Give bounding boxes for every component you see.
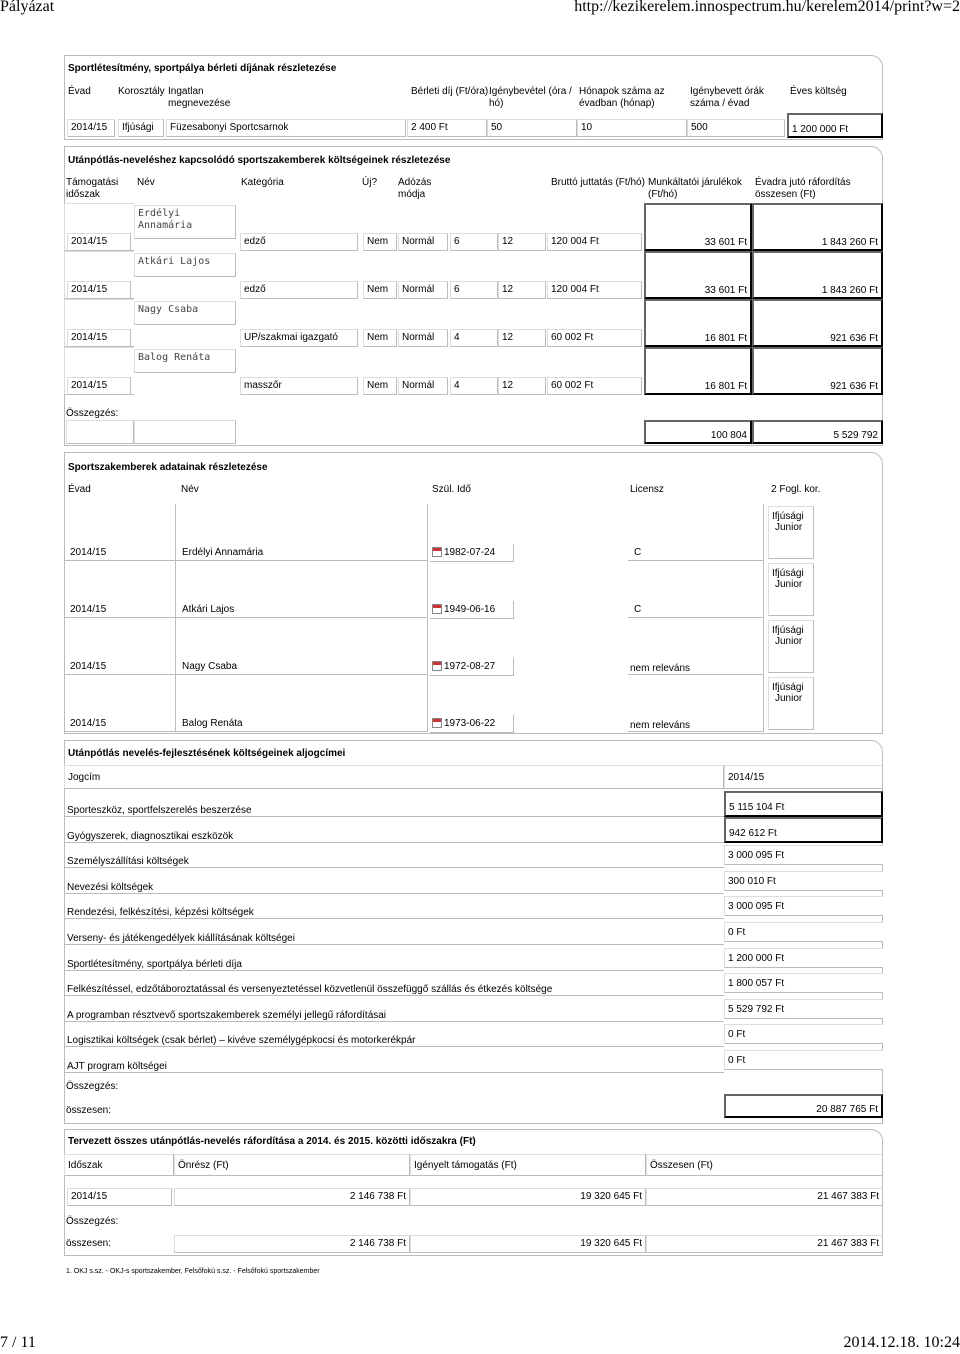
print-header-url: http://kezikerelem.innospectrum.hu/kerelem2014/print?w=2 <box>574 0 960 15</box>
staff-kategoria: edző <box>240 281 358 299</box>
detail-fogl-2: Junior <box>775 636 803 647</box>
staff-osszes: 921 636 Ft <box>752 299 883 347</box>
rental-korosztaly: Ifjúsági <box>118 119 164 137</box>
staff-adozas: Normál <box>398 233 448 251</box>
calendar-icon[interactable] <box>432 661 442 671</box>
detail-szul-field[interactable] <box>430 544 514 562</box>
subtitle-label: Sportlétesítmény, sportpálya bérleti díja <box>67 958 242 970</box>
col-eves-koltseg: Éves költség <box>790 86 847 97</box>
subtitle-value: 0 Ft <box>724 922 883 942</box>
staff-b: 12 <box>498 233 546 251</box>
col-kategoria: Kategória <box>241 177 284 188</box>
subtitle-label: Személyszállítási költségek <box>67 856 189 868</box>
section-planned-title: Tervezett összes utánpótlás-nevelés ráfordítása a 2014. és 2015. közötti időszakra (Ft) <box>68 1136 476 1147</box>
col-nev: Név <box>137 177 155 188</box>
staff-uj: Nem <box>363 377 397 395</box>
planned-total-igenyelt: 19 320 645 Ft <box>410 1235 646 1253</box>
staff-brutto: 120 004 Ft <box>547 281 642 299</box>
subtitle-value: 3 000 095 Ft <box>724 845 883 865</box>
subtitle-label: Sporteszköz, sportfelszerelés beszerzése <box>67 805 252 816</box>
staff-uj: Nem <box>363 281 397 299</box>
col-uj: Új? <box>362 177 378 188</box>
detail-szul-field[interactable] <box>430 715 514 733</box>
detail-fogl-1: Ifjúsági <box>768 677 814 730</box>
detail-licensz-frame <box>628 504 764 561</box>
col-igenybevetel: Igénybevétel (óra / hó) <box>489 86 572 109</box>
rental-evad: 2014/15 <box>67 119 115 137</box>
detail-nev: Nagy Csaba <box>182 661 238 672</box>
subtitle-value: 942 612 Ft <box>724 817 883 843</box>
staff-brutto: 60 002 Ft <box>547 377 642 395</box>
col-osszes: Évadra jutó ráfordítás összesen (Ft) <box>755 177 851 200</box>
col-korosztaly: Korosztály <box>118 86 165 97</box>
staff-name: Nagy Csaba <box>134 301 236 325</box>
staff-uj: Nem <box>363 329 397 347</box>
footnote: 1. OKJ s.sz. - OKJ-s sportszakember, Felsőfokú s.sz. - Felsőfokú sportszakember <box>66 1268 320 1275</box>
staff-jarulek: 16 801 Ft <box>644 299 752 347</box>
staff-adozas: Normál <box>398 281 448 299</box>
col-honapok: Hónapok száma az évadban (hónap) <box>579 86 665 109</box>
detail-fogl-1: Ifjúsági <box>768 506 814 559</box>
rental-igeny: 50 <box>487 119 577 137</box>
col-s3-szul: Szül. Idő <box>432 484 471 495</box>
subtitle-label: Logisztikai költségek (csak bérlet) – kivéve személygépkocsi és motorkerékpár <box>67 1035 416 1047</box>
print-footer-datetime: 2014.12.18. 10:24 <box>843 1334 960 1351</box>
print-footer-page: 7 / 11 <box>0 1334 36 1351</box>
section-rental-title: Sportlétesítmény, sportpálya bérleti díjának részletezése <box>68 63 337 74</box>
staff-idoszak: 2014/15 <box>67 233 131 251</box>
staff-idoszak: 2014/15 <box>67 329 131 347</box>
detail-licensz: C <box>634 547 642 558</box>
detail-licensz: nem releváns <box>630 720 691 731</box>
detail-evad: 2014/15 <box>70 718 107 729</box>
detail-szul: 1973-06-22 <box>444 718 496 729</box>
planned-total-osszesen: 21 467 383 Ft <box>646 1235 883 1253</box>
subtitle-label: Nevezési költségek <box>67 881 154 893</box>
planned-osszesen: 21 467 383 Ft <box>646 1188 883 1206</box>
staff-name: Atkári Lajos <box>134 253 236 277</box>
rental-orak: 500 <box>687 119 785 137</box>
staff-kategoria: edző <box>240 233 358 251</box>
calendar-icon[interactable] <box>432 547 442 557</box>
planned-total-label: összesen: <box>66 1238 112 1249</box>
subtitle-value: 0 Ft <box>724 1024 883 1044</box>
subtitles-sum-label: Összegzés: <box>66 1081 119 1092</box>
detail-evad: 2014/15 <box>70 547 107 558</box>
staff-idoszak: 2014/15 <box>67 377 131 395</box>
staff-a: 6 <box>450 233 498 251</box>
staff-name: Erdélyi Annamária <box>134 205 236 239</box>
col-evad: Évad <box>68 86 91 97</box>
col-s3-licensz: Licensz <box>630 484 664 495</box>
detail-licensz: nem releváns <box>630 663 691 674</box>
subtitle-value: 5 529 792 Ft <box>724 999 883 1019</box>
subtitles-total-label: összesen: <box>66 1105 112 1116</box>
detail-evad: 2014/15 <box>70 661 107 672</box>
detail-evad: 2014/15 <box>70 604 107 615</box>
staff-idoszak: 2014/15 <box>67 281 131 299</box>
staff-a: 4 <box>450 329 498 347</box>
staff-kategoria: masszőr <box>240 377 358 395</box>
subtitles-total-value: 20 887 765 Ft <box>724 1094 883 1118</box>
subtitle-row-frame <box>64 868 724 894</box>
rental-ingatlan: Füzesabonyi Sportcsarnok <box>166 119 406 137</box>
staff-sum-blank-1 <box>66 420 134 444</box>
section-subtitles-title: Utánpótlás nevelés-fejlesztésének költségeinek aljogcímei <box>68 748 346 759</box>
col-berleti-dij: Bérleti díj (Ft/óra) <box>411 86 489 97</box>
detail-szul-field[interactable] <box>430 658 514 676</box>
col-tamogatasi: Támogatási időszak <box>66 177 119 200</box>
col-ingatlan: Ingatlan megnevezése <box>168 86 231 109</box>
col-s5-igenyelt: Igényelt támogatás (Ft) <box>410 1154 646 1176</box>
staff-jarulek: 33 601 Ft <box>644 203 752 251</box>
col-s5-onresz: Önrész (Ft) <box>174 1154 410 1176</box>
col-jogcim: Jogcím <box>64 765 724 789</box>
col-s4-evad: 2014/15 <box>724 765 883 789</box>
staff-name: Balog Renáta <box>134 349 236 373</box>
staff-sum-jarulek: 100 804 <box>644 420 752 444</box>
subtitle-label: Rendezési, felkészítési, képzési költségek <box>67 907 254 919</box>
rental-koltseg: 1 200 000 Ft <box>787 113 883 138</box>
col-adozas: Adózás módja <box>398 177 432 200</box>
staff-osszes: 1 843 260 Ft <box>752 203 883 251</box>
detail-szul-field[interactable] <box>430 601 514 619</box>
staff-sum-label: Összegzés: <box>66 408 119 419</box>
detail-fogl-2: Junior <box>775 522 803 533</box>
staff-kategoria: UP/szakmai igazgató <box>240 329 358 347</box>
col-s3-evad: Évad <box>68 484 91 495</box>
detail-fogl-2: Junior <box>775 579 803 590</box>
subtitle-label: Felkészítéssel, edzőtáboroztatással és versenyeztetéssel közvetlenül összefüggő szállás és étkezés költsége <box>67 984 553 996</box>
staff-uj: Nem <box>363 233 397 251</box>
detail-licensz-frame <box>628 561 764 618</box>
planned-igenyelt: 19 320 645 Ft <box>410 1188 646 1206</box>
subtitle-label: AJT program költségei <box>67 1061 167 1072</box>
staff-b: 12 <box>498 377 546 395</box>
col-s3-nev: Név <box>181 484 199 495</box>
staff-sum-blank-2 <box>134 420 236 444</box>
staff-jarulek: 33 601 Ft <box>644 251 752 299</box>
rental-honap: 10 <box>577 119 687 137</box>
section-staff-details-title: Sportszakemberek adatainak részletezése <box>68 462 268 473</box>
print-header-title: Pályázat <box>0 0 55 15</box>
section-staff-costs-title: Utánpótlás-neveléshez kapcsolódó sportszakemberek költségeinek részletezése <box>68 155 451 166</box>
detail-fogl-2: Junior <box>775 693 803 704</box>
subtitle-value: 3 000 095 Ft <box>724 896 883 916</box>
subtitle-value: 1 800 057 Ft <box>724 973 883 993</box>
staff-adozas: Normál <box>398 377 448 395</box>
staff-jarulek: 16 801 Ft <box>644 347 752 395</box>
staff-b: 12 <box>498 281 546 299</box>
subtitle-value: 300 010 Ft <box>724 871 883 891</box>
col-brutto: Bruttó juttatás (Ft/hó) <box>551 177 645 188</box>
detail-nev: Atkári Lajos <box>182 604 235 615</box>
rental-dij: 2 400 Ft <box>407 119 487 137</box>
detail-licensz: C <box>634 604 642 615</box>
staff-adozas: Normál <box>398 329 448 347</box>
planned-idoszak: 2014/15 <box>67 1188 172 1206</box>
subtitle-label: Gyógyszerek, diagnosztikai eszközök <box>67 830 234 842</box>
detail-fogl-1: Ifjúsági <box>768 563 814 616</box>
staff-a: 4 <box>450 377 498 395</box>
subtitle-value: 0 Ft <box>724 1050 883 1070</box>
subtitle-value: 5 115 104 Ft <box>724 791 883 817</box>
detail-nev: Balog Renáta <box>182 718 243 729</box>
col-s5-osszesen: Összesen (Ft) <box>646 1154 883 1176</box>
detail-szul: 1982-07-24 <box>444 547 496 558</box>
planned-sum-label: Összegzés: <box>66 1216 119 1227</box>
detail-szul: 1949-06-16 <box>444 604 496 615</box>
col-orak: Igénybevett órák száma / évad <box>690 86 764 109</box>
calendar-icon[interactable] <box>432 718 442 728</box>
detail-szul: 1972-08-27 <box>444 661 496 672</box>
detail-fogl-1: Ifjúsági <box>768 620 814 673</box>
detail-nev: Erdélyi Annamária <box>182 547 264 558</box>
staff-brutto: 120 004 Ft <box>547 233 642 251</box>
staff-sum-osszes: 5 529 792 <box>752 420 883 444</box>
col-s3-fogl: 2 Fogl. kor. <box>771 484 821 495</box>
subtitle-label: Verseny- és játékengedélyek kiállításának költségei <box>67 933 295 944</box>
staff-brutto: 60 002 Ft <box>547 329 642 347</box>
staff-b: 12 <box>498 329 546 347</box>
col-jarulek: Munkáltatói járulékok (Ft/hó) <box>648 177 742 200</box>
subtitle-label: A programban résztvevő sportszakemberek személyi jellegű ráfordításai <box>67 1009 387 1021</box>
planned-total-onresz: 2 146 738 Ft <box>174 1235 410 1253</box>
calendar-icon[interactable] <box>432 604 442 614</box>
staff-osszes: 1 843 260 Ft <box>752 251 883 299</box>
staff-osszes: 921 636 Ft <box>752 347 883 395</box>
staff-a: 6 <box>450 281 498 299</box>
col-s5-idoszak: Időszak <box>64 1154 174 1176</box>
subtitle-value: 1 200 000 Ft <box>724 948 883 968</box>
planned-onresz: 2 146 738 Ft <box>174 1188 410 1206</box>
